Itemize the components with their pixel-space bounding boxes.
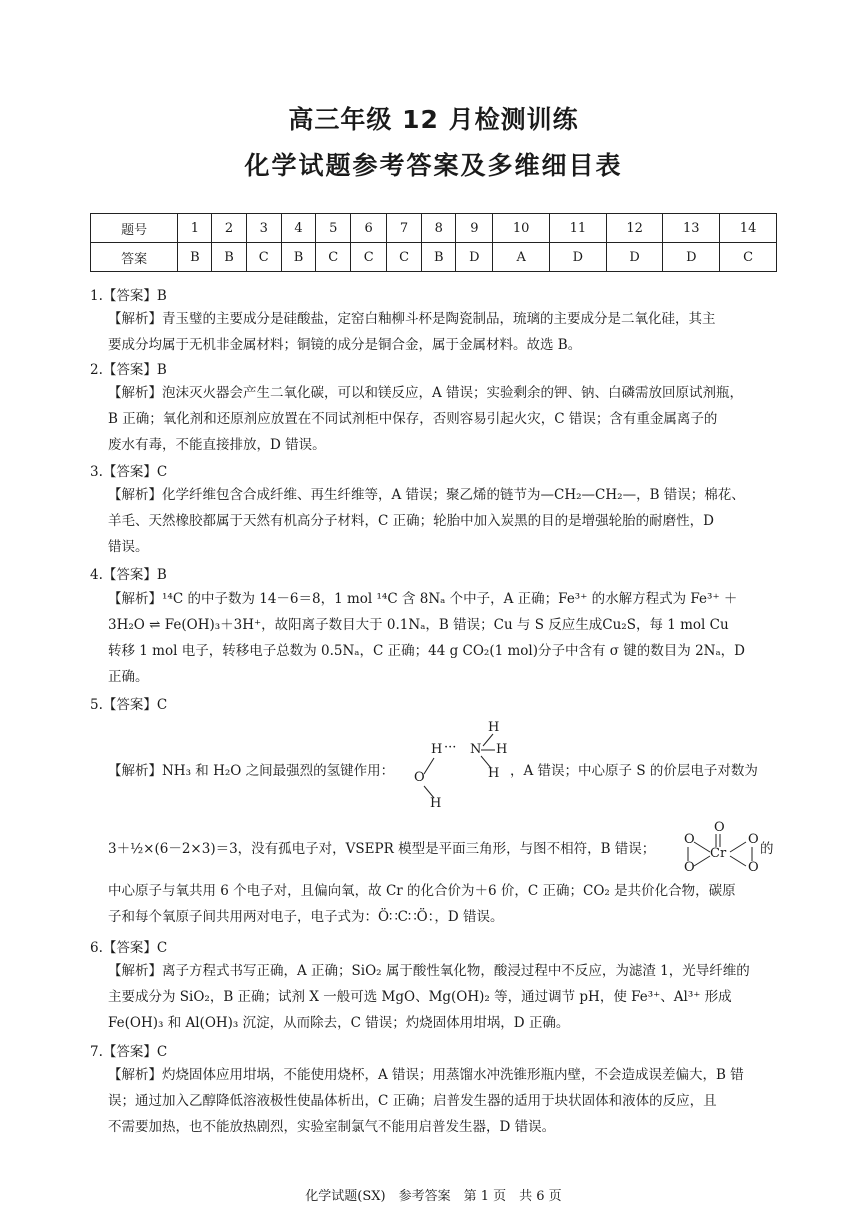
table-cell: 2 (212, 214, 246, 243)
question-7-answer: 7.【答案】C (90, 1044, 168, 1060)
table-row-numbers (91, 214, 777, 243)
atom-label: O (748, 832, 759, 847)
page-title: 高三年级 12 月检测训练 (288, 105, 579, 134)
table-row-answers (91, 243, 777, 272)
table-cell: B (281, 243, 315, 272)
question-4-analysis (108, 586, 778, 690)
analysis-line: 【解析】灼烧固体应用坩埚，不能使用烧杯，A 错误；用蒸馏水冲洗锥形瓶内壁，不会造成误差偏大，B 错 (108, 1067, 744, 1083)
table-cell: 12 (606, 214, 663, 243)
bond-lines (682, 820, 762, 880)
question-6-analysis (108, 958, 778, 1036)
table-cell: 8 (422, 214, 456, 243)
analysis-line: 羊毛、天然橡胶都属于天然有机高分子材料，C 正确；轮胎中加入炭黑的目的是增强轮胎的耐磨性，D (108, 513, 714, 529)
hydrogen-bond-structure (408, 718, 518, 818)
peroxide-chromium-structure (682, 820, 762, 880)
table-cell: D (606, 243, 663, 272)
table-cell: C (351, 243, 386, 272)
question-1-analysis (108, 306, 778, 358)
table-cell: 3 (246, 214, 281, 243)
page-footer: 化学试题(SX) 参考答案 第 1 页 共 6 页 (305, 1189, 562, 1204)
atom-label: H (430, 796, 442, 811)
atom-label: Cr (710, 846, 727, 861)
table-cell: 1 (178, 214, 212, 243)
analysis-line: 不需要加热，也不能放热剧烈，实验室制氯气不能用启普发生器，D 错误。 (108, 1119, 556, 1135)
question-3-analysis (108, 482, 778, 560)
analysis-line: 要成分均属于无机非金属材料；铜镜的成分是铜合金，属于金属材料。故选 B。 (108, 337, 582, 353)
atom-label: O (684, 860, 695, 875)
analysis-line: 3＋½×(6－2×3)＝3，没有孤电子对，VSEPR 模型是平面三角形，与图不相符，B 错误； (108, 841, 656, 857)
question-7-analysis (108, 1062, 778, 1140)
question-5-analysis-cont (108, 878, 778, 930)
table-cell: 13 (663, 214, 720, 243)
table-cell: 9 (456, 214, 493, 243)
analysis-line: Fe(OH)₃ 和 Al(OH)₃ 沉淀，从而除去，C 错误；灼烧固体用坩埚，D 正确。 (108, 1015, 570, 1031)
question-5-answer: 5.【答案】C (90, 697, 168, 713)
analysis-line: 子和每个氧原子间共用两对电子，电子式为：Ö∷C∷Ö：，D 错误。 (108, 909, 504, 925)
atom-label: O (684, 832, 695, 847)
question-2-answer: 2.【答案】B (90, 362, 167, 378)
table-cell: D (456, 243, 493, 272)
analysis-line: 错误。 (108, 539, 149, 555)
question-6-answer: 6.【答案】C (90, 940, 168, 956)
answer-table (90, 213, 777, 272)
analysis-line: 【解析】离子方程式书写正确，A 正确；SiO₂ 属于酸性氧化物，酸浸过程中不反应，为滤渣 1，光导纤维的 (108, 963, 750, 979)
analysis-line: 中心原子与氧共用 6 个电子对，且偏向氧，故 Cr 的化合价为＋6 价，C 正确；CO₂ 是共价化合物，碳原 (108, 883, 736, 899)
table-cell: A (493, 243, 550, 272)
atom-label: N (470, 742, 482, 757)
analysis-line: 3H₂O ⇌ Fe(OH)₃＋3H⁺，故阳离子数目大于 0.1Nₐ，B 错误；Cu 与 S 反应生成Cu₂S，每 1 mol Cu (108, 617, 729, 633)
table-cell: 6 (351, 214, 386, 243)
table-cell: D (550, 243, 607, 272)
atom-label: O (414, 770, 425, 785)
atom-label: H (496, 742, 508, 757)
question-1-answer: 1.【答案】B (90, 288, 167, 304)
page-subtitle: 化学试题参考答案及多维细目表 (244, 151, 623, 180)
question-3-answer: 3.【答案】C (90, 464, 168, 480)
atom-label: O (748, 860, 759, 875)
table-cell: 5 (316, 214, 351, 243)
row-header: 答案 (91, 243, 178, 272)
table-cell: B (178, 243, 212, 272)
question-2-analysis (108, 380, 778, 458)
analysis-line: 【解析】NH₃ 和 H₂O 之间最强烈的氢键作用： (108, 763, 395, 779)
analysis-line: ，A 错误；中心原子 S 的价层电子对数为 (510, 763, 758, 779)
table-cell: 7 (386, 214, 421, 243)
table-cell: C (386, 243, 421, 272)
question-4-answer: 4.【答案】B (90, 567, 167, 583)
analysis-line: 【解析】青玉璧的主要成分是硅酸盐，定窑白釉柳斗杯是陶瓷制品，琉璃的主要成分是二氧化硅，其主 (108, 311, 716, 327)
table-cell: 11 (550, 214, 607, 243)
analysis-line: 正确。 (108, 669, 149, 685)
analysis-line: 主要成分为 SiO₂，B 正确；试剂 X 一般可选 MgO、Mg(OH)₂ 等，通过调节 pH，使 Fe³⁺、Al³⁺ 形成 (108, 989, 732, 1005)
analysis-line: 【解析】泡沫灭火器会产生二氧化碳，可以和镁反应，A 错误；实验剩余的钾、钠、白磷需放回原试剂瓶， (108, 385, 744, 401)
bond-lines (408, 718, 518, 818)
table-cell: 4 (281, 214, 315, 243)
analysis-line: 【解析】化学纤维包含合成纤维、再生纤维等，A 错误；聚乙烯的链节为—CH₂—CH₂—，B 错误；棉花、 (108, 487, 745, 503)
table-cell: C (246, 243, 281, 272)
analysis-line: B 正确；氧化剂和还原剂应放置在不同试剂柜中保存，否则容易引起火灾，C 错误；含有重金属离子的 (108, 411, 718, 427)
analysis-line: 误；通过加入乙醇降低溶液极性使晶体析出，C 正确；启普发生器的适用于块状固体和液体的反应，且 (108, 1093, 717, 1109)
atom-label: O (714, 820, 725, 835)
row-header: 题号 (91, 214, 178, 243)
table-cell: D (663, 243, 720, 272)
analysis-line: 【解析】¹⁴C 的中子数为 14－6＝8，1 mol ¹⁴C 含 8Nₐ 个中子，A 正确；Fe³⁺ 的水解方程式为 Fe³⁺ ＋ (108, 591, 738, 607)
table-cell: 14 (720, 214, 777, 243)
atom-label: H (488, 766, 500, 781)
atom-label: H (431, 742, 443, 757)
table-cell: 10 (493, 214, 550, 243)
analysis-line: 废水有毒，不能直接排放，D 错误。 (108, 437, 326, 453)
table-cell: B (422, 243, 456, 272)
bond-dots: ··· (444, 740, 457, 755)
table-cell: C (316, 243, 351, 272)
atom-label: H (488, 720, 500, 735)
table-cell: B (212, 243, 246, 272)
analysis-line: 转移 1 mol 电子，转移电子总数为 0.5Nₐ，C 正确；44 g CO₂(1 mol)分子中含有 σ 键的数目为 2Nₐ，D (108, 643, 746, 659)
analysis-line: 的 (760, 841, 774, 857)
table-cell: C (720, 243, 777, 272)
